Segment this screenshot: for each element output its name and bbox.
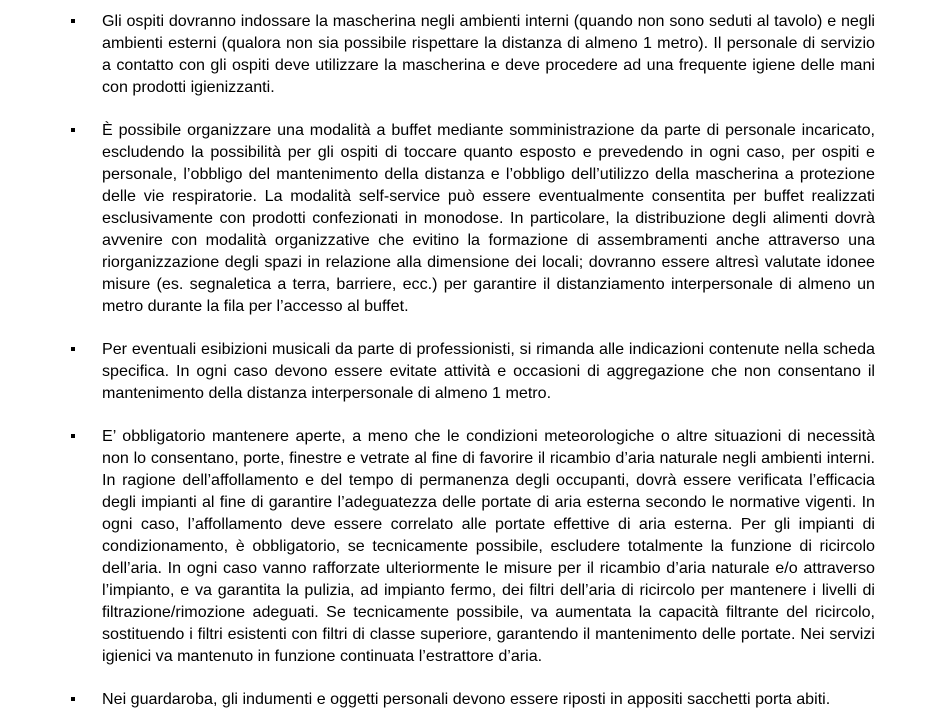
square-bullet-icon xyxy=(71,10,83,32)
list-item xyxy=(0,338,942,404)
list-item-text: E’ obbligatorio mantenere aperte, a meno che le condizioni meteorologiche o altre situazioni di necessità non lo consentano, porte, finestre e vetrate al fine di favorire il ricambio d’aria naturale negli ambienti interni. In ragione dell’affollamento e del tempo di permanenza degli occupanti, dovrà essere verificata l’efficacia degli impianti al fine di garantire l’adeguatezza delle portate di aria esterna secondo le normative vigenti. In ogni caso, l’affollamento deve essere correlato alle portate effettive di aria esterna. Per gli impianti di condizionamento, è obbligatorio, se tecnicamente possibile, escludere totalmente la funzione di ricircolo dell’aria. In ogni caso vanno rafforzate ulteriormente le misure per il ricambio d’aria naturale e/o attraverso l’impianto, e va garantita la pulizia, ad impianto fermo, dei filtri dell’aria di ricircolo per mantenere i livelli di filtrazione/rimozione adeguati. Se tecnicamente possibile, va aumentata la capacità filtrante del ricircolo, sostituendo i filtri esistenti con filtri di classe superiore, garantendo il mantenimento delle portate. Nei servizi igienici va mantenuto in funzione continuata l’estrattore d’aria. xyxy=(102,427,875,665)
list-item xyxy=(0,425,942,667)
list-item-text: Nei guardaroba, gli indumenti e oggetti personali devono essere riposti in appositi sacchetti porta abiti. xyxy=(102,690,831,708)
square-bullet-icon xyxy=(71,425,83,447)
bullet-list xyxy=(0,10,942,710)
list-item-text: Gli ospiti dovranno indossare la mascherina negli ambienti interni (quando non sono seduti al tavolo) e negli ambienti esterni (qualora non sia possibile rispettare la distanza di almeno 1 metro). Il personale di servizio a contatto con gli ospiti deve utilizzare la mascherina e deve procedere ad una frequente igiene delle mani con prodotti igienizzanti. xyxy=(102,12,875,96)
list-item-text: Per eventuali esibizioni musicali da parte di professionisti, si rimanda alle indicazioni contenute nella scheda specifica. In ogni caso devono essere evitate attività e occasioni di aggregazione che non consentano il mantenimento della distanza interpersonale di almeno 1 metro. xyxy=(102,340,875,402)
list-item-text: È possibile organizzare una modalità a buffet mediante somministrazione da parte di personale incaricato, escludendo la possibilità per gli ospiti di toccare quanto esposto e prevedendo in ogni caso, per ospiti e personale, l’obbligo del mantenimento della distanza e l’obbligo dell’utilizzo della mascherina a protezione delle vie respiratorie. La modalità self-service può essere eventualmente consentita per buffet realizzati esclusivamente con prodotti confezionati in monodose. In particolare, la distribuzione degli alimenti dovrà avvenire con modalità organizzative che evitino la formazione di assembramenti anche attraverso una riorganizzazione degli spazi in relazione alla dimensione dei locali; dovranno essere altresì valutate idonee misure (es. segnaletica a terra, barriere, ecc.) per garantire il distanziamento interpersonale di almeno un metro durante la fila per l’accesso al buffet. xyxy=(102,121,875,315)
square-bullet-icon xyxy=(71,119,83,141)
square-bullet-icon xyxy=(71,338,83,360)
list-item xyxy=(0,10,942,98)
list-item xyxy=(0,119,942,317)
square-bullet-icon xyxy=(71,688,83,710)
list-item xyxy=(0,688,942,710)
